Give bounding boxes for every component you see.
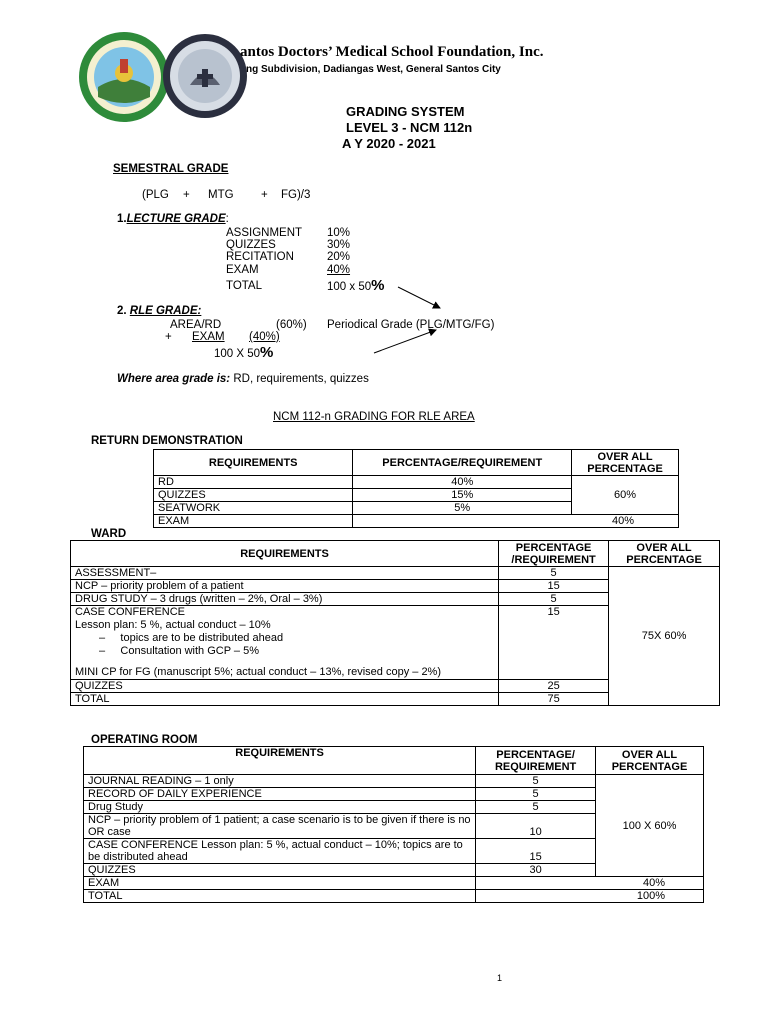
- table-cell: NCP – priority problem of 1 patient; a case scenario is to be given if there is no OR case: [84, 814, 476, 839]
- table-cell: EXAM: [154, 515, 353, 528]
- table-cell: 40%: [353, 515, 679, 528]
- table-cell: 100%: [476, 890, 704, 903]
- rle-total-number: 100 X 50: [214, 348, 261, 360]
- table-cell: 40%: [353, 476, 572, 489]
- lecture-item-value: 20%: [327, 251, 351, 263]
- overall-percentage-cell: 60%: [572, 476, 679, 515]
- table-cell: Drug Study: [84, 801, 476, 814]
- ward-table: [70, 540, 720, 706]
- table-cell: 15: [499, 606, 609, 680]
- table-cell: QUIZZES: [154, 489, 353, 502]
- table-cell: QUIZZES: [84, 864, 476, 877]
- table-cell: 25: [499, 680, 609, 693]
- semestral-heading: SEMESTRAL GRADE: [113, 163, 229, 175]
- column-header: OVER ALL PERCENTAGE: [572, 450, 679, 476]
- column-header: REQUIREMENTS: [84, 747, 476, 775]
- table-cell: 5: [499, 593, 609, 606]
- table-row: [84, 775, 704, 788]
- or-table: [83, 746, 704, 903]
- cc-bullet-text: Consultation with GCP – 5%: [120, 645, 259, 657]
- title-ay: A Y 2020 - 2021: [342, 136, 436, 151]
- lecture-item-value: 10%: [327, 227, 351, 239]
- column-header: PERCENTAGE/REQUIREMENT: [353, 450, 572, 476]
- lecture-total-number: 100 x 50: [327, 281, 372, 293]
- lecture-item-label: RECITATION: [226, 251, 294, 263]
- overall-percentage-cell: 75X 60%: [609, 567, 720, 706]
- where-area-grade: [117, 373, 369, 385]
- cc-mini-cp: MINI CP for FG (manuscript 5%; actual conduct – 13%, revised copy – 2%): [75, 666, 442, 678]
- table-cell: 10: [476, 814, 596, 839]
- lecture-item-value: 40%: [327, 264, 351, 276]
- cc-bullet: – Consultation with GCP – 5%: [99, 645, 259, 657]
- page-number: 1: [497, 973, 503, 983]
- table-cell: RD: [154, 476, 353, 489]
- table-row: [154, 476, 679, 489]
- table-cell: SEATWORK: [154, 502, 353, 515]
- school-name: antos Doctors’ Medical School Foundation, Inc.: [240, 44, 544, 60]
- cc-line: Lesson plan: 5 %, actual conduct – 10%: [75, 619, 271, 631]
- lecture-total-pct: %: [371, 277, 385, 294]
- table-cell: DRUG STUDY – 3 drugs (written – 2%, Oral – 3%): [71, 593, 499, 606]
- cc-line: CASE CONFERENCE: [75, 606, 186, 618]
- cc-bullet: – topics are to be distributed ahead: [99, 632, 284, 644]
- table-row: [71, 567, 720, 580]
- school-address: ng Subdivision, Dadiangas West, General Santos City: [246, 64, 501, 75]
- table-row: [84, 890, 704, 903]
- rle-area-pct: (60%): [276, 319, 307, 331]
- semestral-formula-b: +: [183, 189, 190, 201]
- table-cell: 15: [499, 580, 609, 593]
- rle-total-pct: %: [260, 344, 274, 361]
- title-level: LEVEL 3 - NCM 112n: [346, 120, 473, 135]
- rle-title: RLE GRADE:: [129, 305, 202, 317]
- table-cell: 5: [476, 775, 596, 788]
- table-cell: JOURNAL READING – 1 only: [84, 775, 476, 788]
- column-header: OVER ALL PERCENTAGE: [609, 541, 720, 567]
- table-cell: 5: [476, 801, 596, 814]
- rle-area-label: AREA/RD: [170, 319, 222, 331]
- table-cell: 15: [476, 839, 596, 864]
- lecture-item-label: TOTAL: [226, 280, 262, 292]
- lecture-num: 1.: [117, 213, 127, 225]
- return-demo-table: [153, 449, 679, 528]
- column-header: PERCENTAGE/ REQUIREMENT: [476, 747, 596, 775]
- column-header: OVER ALL PERCENTAGE: [596, 747, 704, 775]
- table-cell: 5: [499, 567, 609, 580]
- table-cell: 75: [499, 693, 609, 706]
- case-conference-cell: [71, 606, 499, 680]
- table-cell: RECORD OF DAILY EXPERIENCE: [84, 788, 476, 801]
- lecture-item-label: EXAM: [226, 264, 259, 276]
- table-row: [154, 515, 679, 528]
- table-cell: 40%: [476, 877, 704, 890]
- table-header-row: [71, 541, 720, 567]
- table-cell: CASE CONFERENCE Lesson plan: 5 %, actual conduct – 10%; topics are to be distributed ahead: [84, 839, 476, 864]
- rle-plus: +: [165, 331, 172, 343]
- rle-num: 2.: [117, 305, 127, 317]
- lecture-item-label: QUIZZES: [226, 239, 276, 251]
- where-label: Where area grade is:: [117, 373, 231, 385]
- rle-exam-pct: (40%): [249, 331, 280, 343]
- ward-heading: WARD: [91, 528, 127, 540]
- table-header-row: [84, 747, 704, 775]
- table-header-row: [154, 450, 679, 476]
- table-row: [84, 877, 704, 890]
- lecture-colon: :: [225, 213, 229, 225]
- semestral-formula-e: FG)/3: [281, 189, 311, 201]
- table-cell: NCP – priority problem of a patient: [71, 580, 499, 593]
- column-header: PERCENTAGE /REQUIREMENT: [499, 541, 609, 567]
- lecture-title: LECTURE GRADE: [126, 213, 226, 225]
- column-header: REQUIREMENTS: [154, 450, 353, 476]
- table-cell: EXAM: [84, 877, 476, 890]
- ncm-rle-title: NCM 112-n GRADING FOR RLE AREA: [273, 411, 475, 423]
- column-header: REQUIREMENTS: [71, 541, 499, 567]
- table-cell: 30: [476, 864, 596, 877]
- or-heading: OPERATING ROOM: [91, 734, 198, 746]
- table-cell: 5%: [353, 502, 572, 515]
- where-value: RD, requirements, quizzes: [230, 373, 369, 385]
- semestral-formula-a: (PLG: [142, 189, 169, 201]
- semestral-formula-d: +: [261, 189, 268, 201]
- table-cell: TOTAL: [84, 890, 476, 903]
- arrow-annotations: [0, 0, 768, 400]
- title-grading-system: GRADING SYSTEM: [346, 104, 465, 119]
- lecture-item-label: ASSIGNMENT: [226, 227, 303, 239]
- lecture-item-value: 30%: [327, 239, 351, 251]
- table-cell: 15%: [353, 489, 572, 502]
- rle-exam-label: EXAM: [192, 331, 225, 343]
- semestral-formula-c: MTG: [208, 189, 234, 201]
- return-demo-heading: RETURN DEMONSTRATION: [91, 435, 243, 447]
- rle-periodical: Periodical Grade (PLG/MTG/FG): [327, 319, 495, 331]
- table-cell: TOTAL: [71, 693, 499, 706]
- overall-percentage-cell: 100 X 60%: [596, 775, 704, 877]
- cc-bullet-text: topics are to be distributed ahead: [120, 632, 284, 644]
- table-cell: QUIZZES: [71, 680, 499, 693]
- table-cell: 5: [476, 788, 596, 801]
- table-cell: ASSESSMENT–: [71, 567, 499, 580]
